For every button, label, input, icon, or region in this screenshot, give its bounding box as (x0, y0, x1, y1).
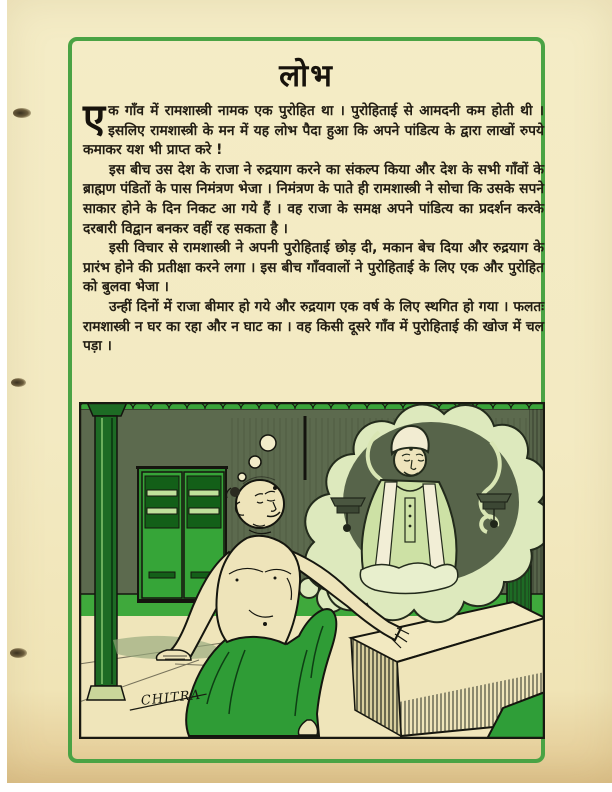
paragraph-4: उन्हीं दिनों में राजा बीमार हो गये और रुद्रयाग एक वर्ष के लिए स्थगित हो गया । फलतः रामशास्त्री न घर का रहा और न घाट का । वह किसी दूसरे गाँव में पुरोहिताई की खोज में चल पड़ा । (83, 298, 544, 355)
paragraph-3: इसी विचार से रामशास्त्री ने अपनी पुरोहिताई छोड़ दी, मकान बेच दिया और रुद्रयाग के प्रारंभ होने की प्रतीक्षा करने लगा । इस बीच गाँववालों ने पुरोहिताई के लिए एक और पुरोहित को बुलवा भेजा । (83, 240, 544, 296)
binding-hole (13, 108, 31, 118)
hair-tuft (230, 487, 240, 497)
svg-text:CHITRA: CHITRA (140, 687, 202, 709)
tilak-mark (273, 486, 277, 490)
binding-hole (11, 378, 26, 387)
paragraph-2: इस बीच उस देश के राजा ने रुद्रयाग करने का संकल्प किया और देश के सभी गाँवों के ब्राह्मण पंडितों के पास निमंत्रण भेजा । निमंत्रण के पाते ही रामशास्त्री ने सोचा कि उसके सपने साकार होने के दिन निकट आ गये हैं । वह राजा के समक्ष अपने पांडित्य का प्रदर्शन करके दरबारी विद्वान बनकर वहीं रह सकता है । (83, 161, 544, 237)
paragraph-1-text: क गाँव में रामशास्त्री नामक एक पुरोहित था । पुरोहिताई से आमदनी कम होती थी । इसलिए रामशास्त्री के मन में यह लोभ पैदा हुआ कि अपने पांडित्य के द्वारा लाखों रुपये कमाकर यश भी प्राप्त करे ! (83, 103, 544, 159)
drop-cap: ए (83, 96, 106, 142)
story-text (83, 96, 544, 357)
binding-hole (10, 648, 27, 658)
page-title: लोभ (279, 58, 334, 94)
hand-on-floor (156, 650, 191, 660)
story-illustration (79, 402, 545, 739)
paragraph-1 (83, 96, 544, 161)
